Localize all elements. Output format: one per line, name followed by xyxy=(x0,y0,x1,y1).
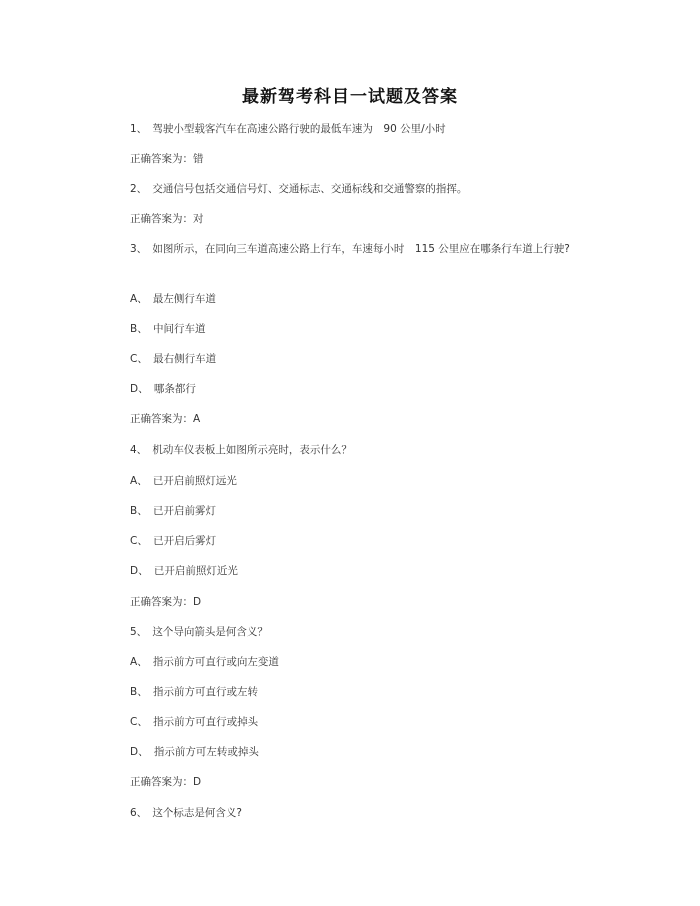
question-6: 6、 这个标志是何含义? xyxy=(130,807,243,819)
option-3b: B、 中间行车道 xyxy=(130,323,206,335)
option-4a: A、 已开启前照灯远光 xyxy=(130,475,237,487)
option-4d: D、 已开启前照灯近光 xyxy=(130,565,238,577)
option-3a: A、 最左侧行车道 xyxy=(130,293,216,305)
option-4c: C、 已开启后雾灯 xyxy=(130,535,217,547)
option-5c: C、 指示前方可直行或掉头 xyxy=(130,716,259,728)
document-title: 最新驾考科目一试题及答案 xyxy=(242,87,458,107)
option-5b: B、 指示前方可直行或左转 xyxy=(130,686,258,698)
question-2: 2、 交通信号包括交通信号灯、交通标志、交通标线和交通警察的指挥。 xyxy=(130,183,468,195)
answer-3: 正确答案为：A xyxy=(130,413,201,425)
answer-2: 正确答案为：对 xyxy=(130,213,204,225)
answer-5: 正确答案为：D xyxy=(130,776,202,788)
question-3: 3、 如图所示，在同向三车道高速公路上行车，车速每小时 115 公里应在哪条行车道上行驶? xyxy=(130,243,570,255)
question-4: 4、 机动车仪表板上如图所示亮时，表示什么？ xyxy=(130,444,352,456)
answer-4: 正确答案为：D xyxy=(130,596,202,608)
option-4b: B、 已开启前雾灯 xyxy=(130,505,216,517)
option-3c: C、 最右侧行车道 xyxy=(130,353,217,365)
question-5: 5、 这个导向箭头是何含义？ xyxy=(130,626,268,638)
question-1: 1、 驾驶小型载客汽车在高速公路行驶的最低车速为 90 公里/小时 xyxy=(130,123,446,135)
option-5d: D、 指示前方可左转或掉头 xyxy=(130,746,259,758)
option-5a: A、 指示前方可直行或向左变道 xyxy=(130,656,279,668)
option-3d: D、 哪条都行 xyxy=(130,383,196,395)
answer-1: 正确答案为：错 xyxy=(130,153,204,165)
